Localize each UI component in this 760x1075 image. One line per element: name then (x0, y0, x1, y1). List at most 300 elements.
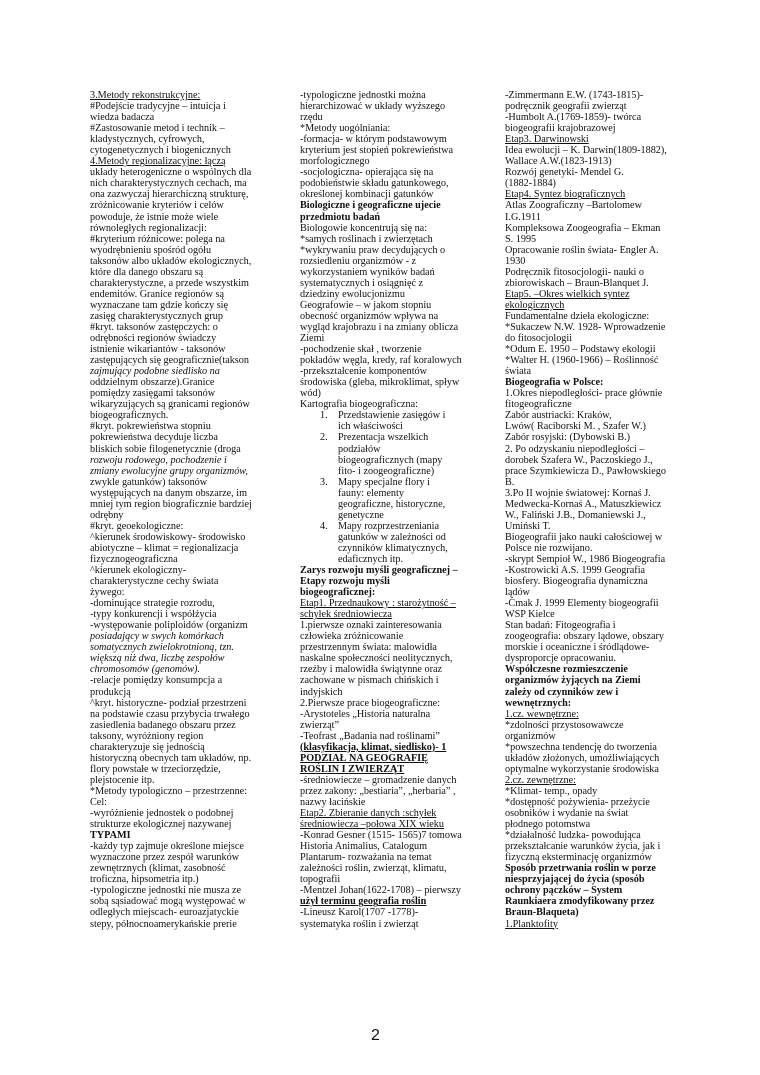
line-text: W., Faliński J.B., Domaniewski J., (505, 509, 646, 521)
text-line (505, 212, 685, 223)
line-text: prace Szymkiewicza D., Pawłowskiego (505, 465, 666, 477)
text-line (300, 819, 500, 830)
text-line (90, 421, 290, 432)
line-text: #kryt. taksonów zastępczych: o (90, 321, 218, 333)
line-text: -Zimmermann E.W. (1743-1815)- (505, 90, 644, 101)
line-text: -typologiczne jednostki nie musza ze (90, 885, 242, 897)
text-line (505, 278, 685, 289)
text-line (300, 278, 500, 289)
text-line (505, 488, 685, 499)
line-text: Biogeografia w Polsce: (505, 377, 604, 389)
line-text: -relacje pomiędzy konsumpcja a (90, 675, 223, 687)
line-text: Zabór rosyjski: (Dybowski B.) (505, 432, 631, 444)
line-text: -pochodzenie skał , tworzenie (300, 344, 422, 356)
line-text: endemitów. Granice regionów są (90, 288, 224, 300)
line-text: -typologiczne jednostki można (300, 90, 426, 101)
text-line (505, 709, 685, 720)
text-line (90, 687, 290, 698)
line-text: 1.Okres niepodległości- prace głównie (505, 388, 663, 400)
text-line (505, 234, 685, 245)
line-text: *Walter H. (1960-1966) – Roślinność (505, 355, 659, 367)
line-text: wód) (300, 388, 321, 400)
line-text: fitogeograficzne (505, 399, 572, 411)
line-text: TYPAMI (90, 830, 131, 842)
line-text: Raunkiaera zmodyfikowany przez (505, 896, 655, 908)
text-line (300, 731, 500, 742)
line-text: Etap1. Przednaukowy : starożytność – (300, 598, 456, 610)
text-line (505, 432, 685, 443)
text-column-middle (300, 90, 500, 930)
text-line (505, 444, 685, 455)
line-text: 4.Metody regionalizacyjne: łączą (90, 156, 226, 168)
line-text: bliskich sobie filogenetycznie (droga (90, 443, 241, 455)
line-text: zoogeografia: obszary lądowe, obszary (505, 631, 664, 643)
line-text: Umiński T. (505, 520, 551, 532)
line-text: Prezentacja wszelkich (338, 432, 429, 444)
text-line (300, 322, 500, 333)
text-line (505, 808, 685, 819)
text-line (505, 742, 685, 753)
text-line (300, 510, 500, 521)
text-line (300, 808, 500, 819)
line-text: pokładów węgla, kredy, raf koralowych (300, 355, 462, 367)
text-line (90, 134, 290, 145)
line-text: ^kierunek środowiskowy- środowisko (90, 531, 246, 543)
line-text: zewnętrznych (klimat, zasobność (90, 863, 226, 875)
line-text: odrębności regionów świadczy (90, 333, 217, 345)
text-line (505, 797, 685, 808)
line-text: wygląd krajobrazu i na zmiany oblicza (300, 321, 459, 333)
line-text: układy heterogeniczne o wspólnych dla (90, 167, 252, 179)
line-text: Etap5. –Okres wielkich syntez (505, 288, 630, 300)
line-text: fauny: elementy (338, 487, 404, 499)
line-text: posiadający w swych komórkach (90, 631, 224, 643)
line-text: 2. Po odzyskaniu niepodległości – (505, 443, 645, 455)
text-line (90, 742, 290, 753)
text-line (505, 477, 685, 488)
text-line (90, 896, 290, 907)
line-text: ^kierunek ekologiczny- (90, 565, 187, 577)
line-text: Plantarum- rozważania na temat (300, 852, 432, 864)
line-text: abiotyczne – klimat = regionalizacja (90, 542, 239, 554)
text-line (505, 554, 685, 565)
line-text: -Kostrowicki A.S. 1999 Geografia (505, 565, 646, 577)
text-line (300, 907, 500, 918)
line-text: czynników klimatycznych, (338, 542, 448, 554)
text-line (505, 885, 685, 896)
line-text: przestrzennym świata: malowidła (300, 642, 437, 654)
text-line (300, 300, 500, 311)
line-text: -każdy typ zajmuje określone miejsce (90, 841, 244, 853)
text-line (90, 852, 290, 863)
text-line (300, 631, 500, 642)
line-text: Zarys rozwoju myśli geograficznej – (300, 565, 458, 577)
text-line (505, 675, 685, 686)
line-text: *Odum E. 1950 – Podstawy ekologii (505, 344, 656, 356)
line-text: zwykle gatunków) taksonów (90, 476, 208, 488)
text-line (300, 675, 500, 686)
line-text: genetyczne (338, 509, 384, 521)
text-line (300, 123, 500, 134)
text-line (90, 554, 290, 565)
text-line (505, 863, 685, 874)
line-text: biosfery. Biogeografia dynamiczna (505, 576, 648, 588)
text-line (90, 223, 290, 234)
text-line (90, 720, 290, 731)
text-line (505, 587, 685, 598)
text-line (505, 631, 685, 642)
text-line (90, 874, 290, 885)
line-text: Polsce nie rozwijano. (505, 542, 593, 554)
line-text: (1882-1884) (505, 178, 556, 190)
line-text: osobników i wydanie na świat (505, 808, 629, 820)
line-text: -dominujące strategie rozrodu, (90, 598, 215, 610)
text-line (505, 753, 685, 764)
text-line (90, 532, 290, 543)
text-line (505, 786, 685, 797)
line-text: Mapy rozprzestrzeniania (338, 520, 439, 532)
text-line (90, 178, 290, 189)
line-text: stepy, północnoamerykańskie prerie (90, 918, 237, 930)
line-text: pokrewieństwa decyduje liczba (90, 432, 218, 444)
text-line (300, 620, 500, 631)
text-line (505, 653, 685, 664)
text-line (90, 444, 290, 455)
text-line (300, 134, 500, 145)
line-text: odrębny (90, 509, 124, 521)
line-text: *działalność ludzka- powodująca (505, 830, 641, 842)
line-text: układów złożonych, umożliwiających (505, 752, 660, 764)
line-text: chromosomów (genomów). (90, 664, 200, 676)
line-text: Opracowanie roślin świata- Engler A. (505, 244, 659, 256)
line-text: lądów (505, 587, 530, 599)
line-text: 1930 (505, 255, 526, 267)
line-text: -Humbolt A.(1769-1859)- twórca (505, 112, 642, 124)
text-line (90, 432, 290, 443)
text-line (505, 543, 685, 554)
line-text: rzędu (300, 112, 323, 124)
text-line (90, 101, 290, 112)
line-text: fizycznogeograficzna (90, 553, 178, 565)
text-line (505, 123, 685, 134)
line-text: morskie i oceaniczne i śródlądowe- (505, 642, 650, 654)
text-line (300, 653, 500, 664)
text-line (505, 919, 685, 930)
text-line (505, 841, 685, 852)
line-text: edaficznych itp. (338, 553, 404, 565)
text-line (90, 786, 290, 797)
line-text: taksony, wyróżniony region (90, 730, 204, 742)
line-text: 1.cz. wewnętrzne: (505, 708, 579, 720)
line-text: Biogeografii jako nauki całościowej w (505, 531, 663, 543)
text-line (300, 289, 500, 300)
text-line (300, 576, 500, 587)
line-text: strukturze ekologicznej nazywanej (90, 819, 232, 831)
line-text: kladystycznych, cyfrowych, (90, 134, 205, 146)
text-line (300, 863, 500, 874)
line-text: Lwów( Raciborski M. , Szafer W.) (505, 421, 646, 433)
list-number: 1. (320, 410, 328, 422)
text-line (300, 432, 500, 443)
text-line (300, 90, 500, 101)
line-text: biogeograficznych. (90, 410, 169, 422)
line-text: #kryterium różnicowe: polega na (90, 233, 225, 245)
line-text: dziedziny ewolucjonizmu (300, 288, 405, 300)
line-text: ROŚLIN I ZWIERZĄT (300, 763, 405, 775)
text-line (505, 764, 685, 775)
line-text: 1.Planktofity (505, 918, 558, 930)
line-text: ekologicznych (505, 299, 565, 311)
text-line (300, 311, 500, 322)
text-line (505, 410, 685, 421)
text-line (300, 156, 500, 167)
text-line (505, 311, 685, 322)
line-text: zależy od czynników zew i (505, 686, 619, 698)
line-text: nich charakterystycznych cechach, ma (90, 178, 247, 190)
text-line (300, 355, 500, 366)
line-text: Fundamentalne dzieła ekologiczne: (505, 310, 650, 322)
text-column-right (505, 90, 685, 930)
line-text: przedmiotu badań (300, 211, 381, 223)
line-text: występujących na danym obszarze, im (90, 487, 248, 499)
line-text: wyznaczane tam gdzie kończy się (90, 299, 229, 311)
text-line (505, 521, 685, 532)
line-text: wikaryzujących są granicami regionów (90, 399, 250, 411)
text-line (300, 764, 500, 775)
line-text: -Konrad Gesner (1515- 1565)7 tomowa (300, 830, 462, 842)
line-text: -występowanie poliploidów (organizm (90, 620, 248, 632)
text-line (90, 90, 290, 101)
line-text: S. 1995 (505, 233, 537, 245)
text-line (300, 587, 500, 598)
line-text: Podręcznik fitosocjologii- nauki o (505, 266, 644, 278)
line-text: środowiska (gleba, mikroklimat, spływ (300, 377, 460, 389)
line-text: indyjskich (300, 686, 343, 698)
text-line (505, 510, 685, 521)
line-text: *zdolności przystosowawcze (505, 719, 624, 731)
text-line (90, 731, 290, 742)
text-line (505, 466, 685, 477)
line-text: biogeografii krajobrazowej (505, 123, 616, 135)
text-line (300, 499, 500, 510)
line-text: zasiedlenia badanego obszaru przez (90, 719, 236, 731)
line-text: Idea ewolucji – K. Darwin(1809-1882), (505, 145, 667, 157)
text-line (90, 300, 290, 311)
line-text: Medwecka-Kornaś A., Matuszkiewicz (505, 498, 662, 510)
text-line (505, 731, 685, 742)
text-line (505, 720, 685, 731)
text-line (505, 642, 685, 653)
text-line (90, 455, 290, 466)
text-line (300, 919, 500, 930)
text-line (90, 499, 290, 510)
text-line (505, 421, 685, 432)
line-text: Wallace A.W.(1823-1913) (505, 156, 612, 168)
list-number: 4. (320, 520, 328, 532)
line-text: żywego: (90, 587, 125, 599)
text-line (300, 421, 500, 432)
text-line (505, 90, 685, 101)
line-text: do fitosocjologii (505, 333, 573, 345)
text-line (90, 333, 290, 344)
text-line (90, 598, 290, 609)
line-text: -Arystoteles „Historia naturalna (300, 708, 431, 720)
text-line (300, 720, 500, 731)
text-line (300, 344, 500, 355)
text-line (505, 455, 685, 466)
line-text: somatycznych zwielokrotnioną, tzn. (90, 642, 234, 654)
text-line (505, 664, 685, 675)
line-text: rozsiedleniu organizmów - z (300, 255, 417, 267)
line-text: nazwy łacińskie (300, 797, 366, 808)
text-line (90, 698, 290, 709)
page-number: 2 (371, 1027, 380, 1044)
text-column-left (90, 90, 290, 930)
line-text: wiedza badacza (90, 112, 155, 124)
text-line (300, 521, 500, 532)
text-line (300, 830, 500, 841)
text-line (90, 521, 290, 532)
line-text: ich właściwości (338, 421, 403, 433)
line-text: rzeźby i malowidła świątynne oraz (300, 664, 443, 676)
line-text: podziałów (338, 443, 381, 455)
line-text: ochrony pączków – System (505, 885, 623, 897)
text-line (505, 576, 685, 587)
line-text: -Ćmak J. 1999 Elementy biogeografii (505, 598, 659, 610)
text-line (505, 775, 685, 786)
line-text: Biologiczne i geograficzne ujecie (300, 200, 441, 212)
line-text: mniej tym region biograficznie bardziej (90, 498, 252, 510)
text-line (90, 156, 290, 167)
line-text: *Sukaczew N.W. 1928- Wprowadzenie (505, 321, 666, 333)
text-line (90, 477, 290, 488)
text-line (90, 510, 290, 521)
text-line (90, 841, 290, 852)
line-text: organizmów (505, 730, 556, 742)
line-text: obecność organizmów wpływa na (300, 310, 439, 322)
text-line (505, 698, 685, 709)
text-line (300, 333, 500, 344)
text-line (90, 543, 290, 554)
text-line (505, 598, 685, 609)
line-text: -Mentzel Johan(1622-1708) – pierwszy (300, 885, 461, 897)
line-text: istnienie wikariantów - taksonów (90, 344, 226, 356)
line-text: większą niż dwa, liczbę zespołów (90, 653, 225, 665)
line-text: #kryt. pokrewieństwa stopniu (90, 421, 211, 433)
text-line (90, 576, 290, 587)
line-text: przekształcanie warunków życia, jak i (505, 841, 661, 853)
text-line (90, 399, 290, 410)
line-text: hierarchizować w układy wyższego (300, 101, 446, 113)
line-text: *Metody uogólniania: (300, 123, 391, 135)
line-text: równoległych regionalizacji: (90, 222, 207, 234)
line-text: pomiędzy zasięgami taksonów (90, 388, 216, 400)
line-text: sobą sąsiadować mogą występować w (90, 896, 246, 908)
text-line (300, 488, 500, 499)
text-line (505, 830, 685, 841)
text-line (505, 289, 685, 300)
line-text: Kartografia biogeograficzna: (300, 399, 418, 411)
text-line (90, 200, 290, 211)
line-text: Etap2. Zbieranie danych :schyłek (300, 808, 437, 820)
line-text: zależności roślin, zwierząt, klimatu, (300, 863, 447, 875)
text-line (90, 830, 290, 841)
text-line (300, 543, 500, 554)
text-line (300, 742, 500, 753)
line-text: 3.Metody rekonstrukcyjne: (90, 90, 201, 101)
line-text: fizyczną eksterminację organizmów (505, 852, 652, 864)
line-text: *Klimat- temp., opady (505, 785, 598, 797)
text-line (90, 819, 290, 830)
line-text: biogeograficznej: (300, 587, 376, 599)
line-text: topografii (300, 874, 341, 886)
line-text: PODZIAŁ NA GEOGRAFIĘ (300, 752, 428, 764)
text-line (90, 112, 290, 123)
text-line (300, 366, 500, 377)
line-text: dorobek Szafera W., Paczoskiego J., (505, 454, 653, 466)
text-line (300, 753, 500, 764)
text-line (90, 212, 290, 223)
text-line (505, 267, 685, 278)
line-text: świata (505, 366, 532, 378)
line-text: schyłek średniowiecza (300, 609, 392, 621)
text-line (505, 322, 685, 333)
text-line (505, 907, 685, 918)
line-text: człowieka zróżnicowanie (300, 631, 404, 643)
text-line (90, 278, 290, 289)
text-line (90, 587, 290, 598)
line-text: Rozwój genetyki- Mendel G. (505, 167, 624, 179)
line-text: podobieństwie składu gatunkowego, (300, 178, 449, 190)
line-text: zróżnicowanie kryteriów i celów (90, 200, 224, 212)
line-text: Przedstawienie zasięgów i (338, 410, 446, 422)
line-text: -wyróżnienie jednostek o podobnej (90, 808, 234, 820)
text-line (300, 874, 500, 885)
text-line (505, 852, 685, 863)
line-text: niesprzyjającej do życia (sposób (505, 874, 645, 886)
text-line (300, 477, 500, 488)
line-text: Braun-Blaqueta) (505, 907, 579, 919)
text-line (90, 388, 290, 399)
line-text: kryterium jest stopień pokrewieństwa (300, 145, 454, 157)
line-text: zwierząt” (300, 719, 340, 731)
line-text: określonej kombinacji gatunków (300, 189, 434, 201)
line-text: wewnętrznych: (505, 697, 572, 709)
text-line (505, 620, 685, 631)
text-line (300, 410, 500, 421)
text-line (300, 256, 500, 267)
line-text: -socjologiczna- opierająca się na (300, 167, 434, 179)
text-line (505, 388, 685, 399)
text-line (505, 300, 685, 311)
text-line (300, 554, 500, 565)
line-text: systematyka roślin i zwierząt (300, 918, 419, 930)
line-text: 3.Po II wojnie światowej: Kornaś J. (505, 487, 651, 499)
line-text: Sposób przetrwania roślin w porze (505, 863, 656, 875)
line-text: 2.Pierwsze prace biogeograficzne: (300, 697, 441, 709)
text-line (300, 377, 500, 388)
text-line (505, 223, 685, 234)
text-line (505, 355, 685, 366)
text-line (300, 455, 500, 466)
text-line (90, 907, 290, 918)
text-line (505, 167, 685, 178)
text-line (300, 245, 500, 256)
line-text: zachowane w pismach chińskich i (300, 675, 439, 687)
text-line (300, 841, 500, 852)
text-line (90, 322, 290, 333)
text-line (300, 786, 500, 797)
